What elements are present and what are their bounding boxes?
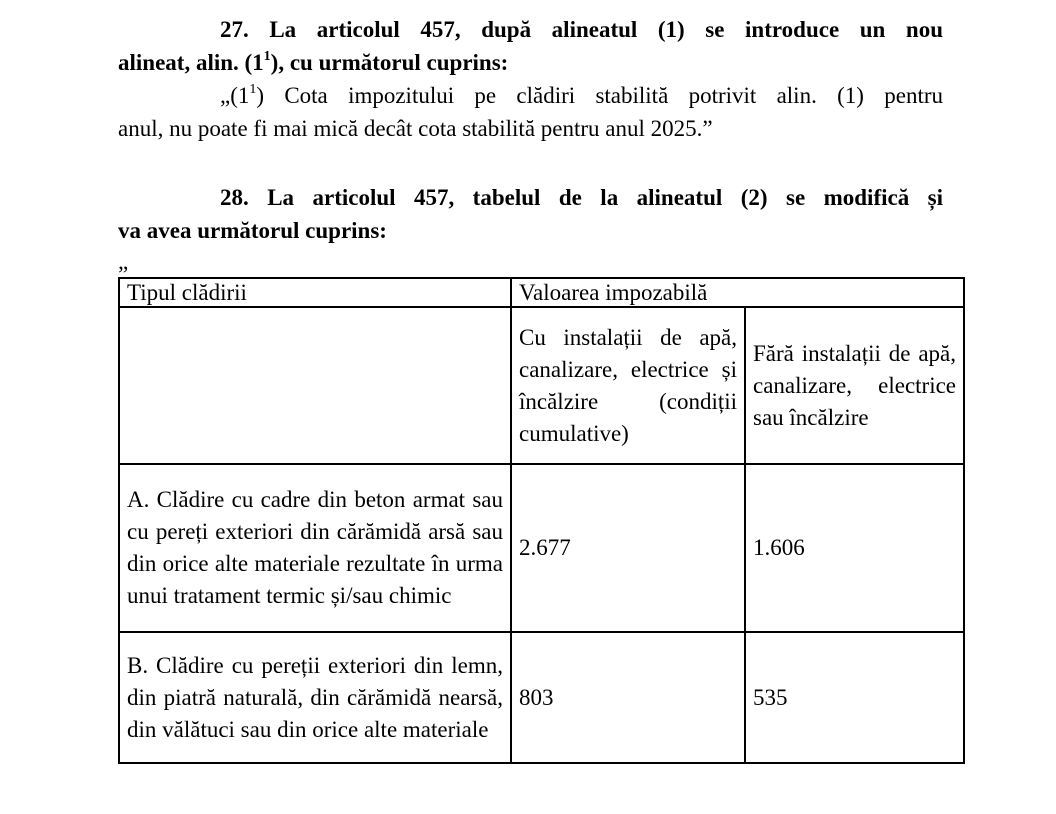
- row-a-value-with-installations: 2.677: [511, 464, 745, 632]
- paragraph-27: [118, 13, 943, 79]
- paragraph-27-quote: [118, 79, 943, 145]
- subheader-empty-cell: [119, 307, 511, 464]
- table-subheader-row: [119, 307, 964, 464]
- paragraph-27-line-2-tail: ), cu următorul cuprins:: [270, 50, 509, 75]
- paragraph-27-quote-line-1: [118, 79, 943, 112]
- building-tax-value-table: [118, 277, 965, 764]
- table-row-a: [119, 464, 964, 632]
- paragraph-28: [118, 181, 943, 247]
- header-building-type: Tipul clădirii: [119, 278, 511, 307]
- superscript-reference: 1: [263, 49, 271, 65]
- table-header-row: [119, 278, 964, 307]
- paragraph-27-line-1: 27. La articolul 457, după alineatul (1) se introduce un nou: [220, 17, 943, 42]
- paragraph-28-line-2: va avea următorul cuprins:: [118, 218, 387, 243]
- table-row-b: [119, 632, 964, 763]
- superscript-reference: 1: [249, 82, 257, 98]
- row-b-value-without-installations: 535: [745, 632, 964, 763]
- header-taxable-value: Valoarea impozabilă: [511, 278, 964, 307]
- paragraph-27-quote-line-2: anul, nu poate fi mai mică decât cota stabilită pentru anul 2025.”: [118, 116, 713, 141]
- paragraph-27-line-2-text: alineat, alin. (1: [118, 50, 264, 75]
- row-a-building-type: A. Clădire cu cadre din beton armat sau cu pereți exteriori din cărămidă arsă sau din orice alte materiale rezultate în urma unui tratament termic și/sau chimic: [119, 464, 511, 632]
- subheader-with-installations: Cu instalații de apă, canalizare, electrice și încălzire (condiții cumulative): [511, 307, 745, 464]
- paragraph-27-line-2: [118, 46, 943, 79]
- table-opening-quote-mark: „: [118, 249, 129, 274]
- paragraph-28-line-1: 28. La articolul 457, tabelul de la alineatul (2) se modifică și: [220, 185, 943, 210]
- paragraph-27-quote-text: ) Cota impozitului pe clădiri stabilită potrivit alin. (1) pentru: [256, 83, 943, 108]
- row-b-value-with-installations: 803: [511, 632, 745, 763]
- row-a-value-without-installations: 1.606: [745, 464, 964, 632]
- paragraph-27-quote-open: „(1: [220, 83, 250, 108]
- row-b-building-type: B. Clădire cu pereții exteriori din lemn, din piatră naturală, din cărămidă nearsă, din vălătuci sau din orice alte materiale: [119, 632, 511, 763]
- subheader-without-installations: Fără instalații de apă, canalizare, electrice sau încălzire: [745, 307, 964, 464]
